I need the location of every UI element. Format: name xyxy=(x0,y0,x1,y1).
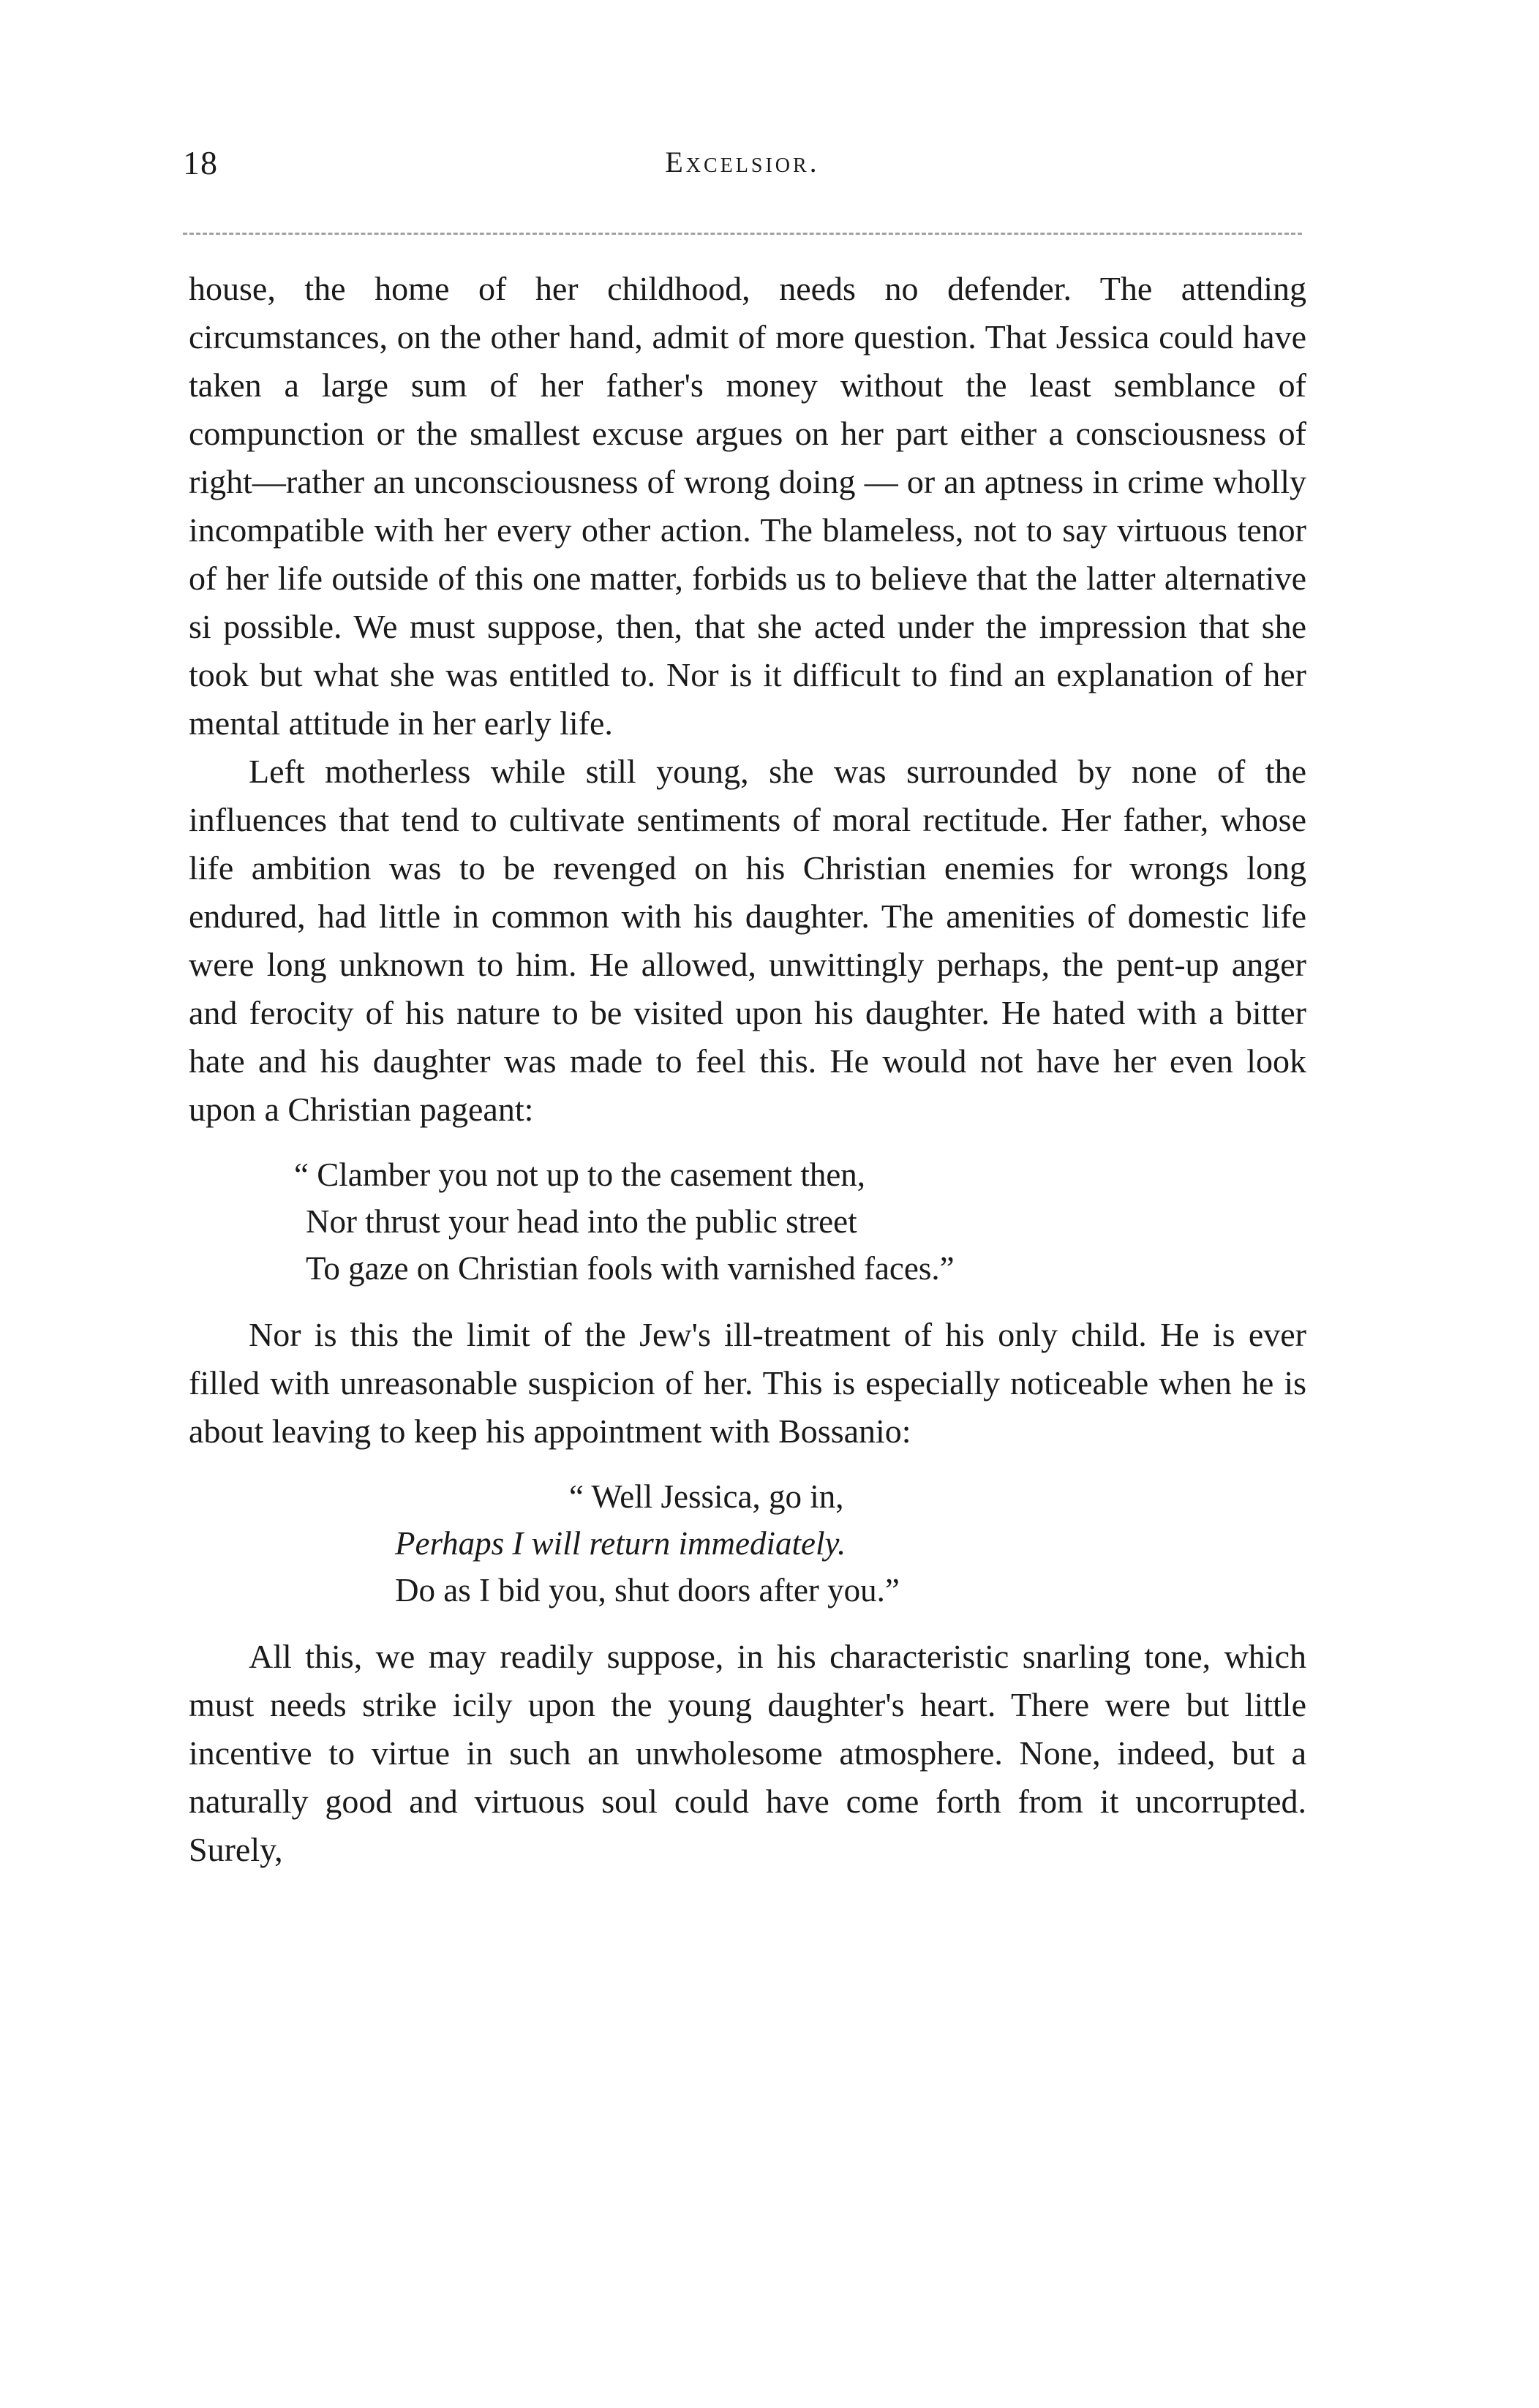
paragraph-2: Left motherless while still young, she was surrounded by none of the influences that tend to cultivate sentiments of moral rectitude. Her father, whose life ambition was to be revenged on his Christian enemies for wrongs long endured, had little in common with his daughter. The amenities of domestic life were long unknown to him. He allowed, unwittingly perhaps, the pent-up anger and ferocity of his nature to be visited upon his daughter. He hated with a bitter hate and his daughter was made to feel this. He would not have her even look upon a Christian pageant: xyxy=(189,753,1306,1128)
paragraph-3: Nor is this the limit of the Jew's ill-treatment of his only child. He is ever filled with unreasonable suspicion of her. This is especially noticeable when he is about leaving to keep his appointment with Bossanio: xyxy=(189,1316,1306,1450)
header-rule xyxy=(183,233,1302,235)
verse-quotation-1 xyxy=(189,1151,1306,1292)
paragraph-1: house, the home of her childhood, needs no defender. The attending circumstances, on the other hand, admit of more question. That Jessica could have taken a large sum of her father's money without the least semblance of compunction or the smallest excuse argues on her part either a consciousness of right—rather an unconsciousness of wrong doing — or an aptness in crime wholly incompatible with her every other action. The blameless, not to say virtuous tenor of her life outside of this one matter, forbids us to believe that the latter alternative si possible. We must suppose, then, that she acted under the impression that she took but what she was entitled to. Nor is it difficult to find an explanation of her mental attitude in her early life. xyxy=(189,270,1306,742)
verse-quotation-2 xyxy=(189,1473,1306,1614)
verse-1-line-2: Nor thrust your head into the public street xyxy=(306,1203,857,1240)
running-title: Excelsior. xyxy=(665,146,820,178)
verse-1-line-3: To gaze on Christian fools with varnished faces.” xyxy=(306,1250,955,1287)
page-header xyxy=(183,143,1302,187)
verse-2-line-1: “ Well Jessica, go in, xyxy=(569,1478,844,1515)
verse-1-line-1: “ Clamber you not up to the casement then, xyxy=(294,1156,866,1193)
verse-2-line-2: Perhaps I will return immediately. xyxy=(395,1525,846,1562)
page-number: 18 xyxy=(183,144,218,181)
verse-2-line-3: Do as I bid you, shut doors after you.” xyxy=(395,1572,900,1609)
paragraph-4: All this, we may readily suppose, in his characteristic snarling tone, which must needs strike icily upon the young daughter's heart. There were but little incentive to virtue in such an unwholesome atmosphere. None, indeed, but a naturally good and virtuous soul could have come forth from it uncorrupted. Surely, xyxy=(189,1638,1306,1868)
body-text xyxy=(189,265,1306,1874)
